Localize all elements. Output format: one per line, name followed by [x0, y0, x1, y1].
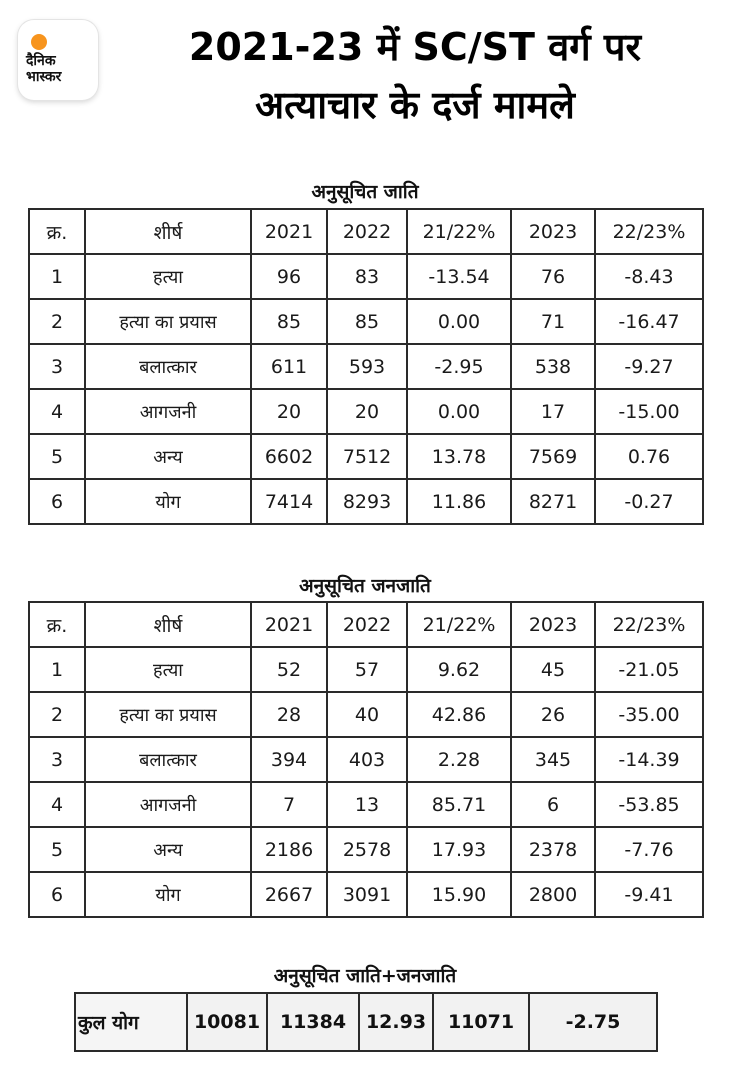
- table-cell: 6: [511, 782, 595, 827]
- table-cell: 83: [327, 254, 407, 299]
- table-cell: -8.43: [595, 254, 703, 299]
- table-row: [29, 692, 703, 737]
- table-cell: 8271: [511, 479, 595, 524]
- st-table: [28, 601, 704, 918]
- table-cell: 7569: [511, 434, 595, 479]
- table-cell: 0.00: [407, 389, 511, 434]
- table-cell: 5: [29, 434, 85, 479]
- table-cell: -53.85: [595, 782, 703, 827]
- table-row: [29, 254, 703, 299]
- table-cell: 13: [327, 782, 407, 827]
- table-cell: 538: [511, 344, 595, 389]
- sun-icon: [31, 34, 47, 50]
- table-cell: 394: [251, 737, 327, 782]
- table-row: [29, 647, 703, 692]
- table-header-row: [29, 209, 703, 254]
- header: [0, 0, 730, 165]
- sc-table: [28, 208, 704, 525]
- table-cell: 71: [511, 299, 595, 344]
- row-title-cell: बलात्कार: [85, 737, 251, 782]
- table-cell: 26: [511, 692, 595, 737]
- table-cell: 2: [29, 299, 85, 344]
- table-cell: 0.76: [595, 434, 703, 479]
- table-cell: 3: [29, 344, 85, 389]
- table-cell: 2667: [251, 872, 327, 917]
- table-cell: 593: [327, 344, 407, 389]
- table-cell: 9.62: [407, 647, 511, 692]
- logo-text: दैनिक भास्कर: [26, 53, 62, 85]
- table-cell: 40: [327, 692, 407, 737]
- table-cell: 20: [251, 389, 327, 434]
- table-cell: 8293: [327, 479, 407, 524]
- row-title-cell: हत्या: [85, 647, 251, 692]
- table-cell: 7512: [327, 434, 407, 479]
- table-cell: 1: [29, 254, 85, 299]
- column-header: 2021: [251, 209, 327, 254]
- column-header: 2021: [251, 602, 327, 647]
- table-cell: 3: [29, 737, 85, 782]
- table-cell: -9.27: [595, 344, 703, 389]
- table-cell: 7: [251, 782, 327, 827]
- title-line-1: 2021-23 में SC/ST वर्ग पर: [188, 25, 642, 69]
- table-cell: 20: [327, 389, 407, 434]
- table-cell: 6602: [251, 434, 327, 479]
- table-cell: 11.86: [407, 479, 511, 524]
- table-cell: -35.00: [595, 692, 703, 737]
- table-cell: 3091: [327, 872, 407, 917]
- table-header-row: [29, 602, 703, 647]
- column-header: शीर्ष: [85, 209, 251, 254]
- table-cell: 13.78: [407, 434, 511, 479]
- table-cell: -2.95: [407, 344, 511, 389]
- dainik-bhaskar-logo: [18, 20, 98, 100]
- table-row: [29, 827, 703, 872]
- table-cell: 96: [251, 254, 327, 299]
- total-table: [74, 992, 658, 1052]
- total-label-cell: कुल योग: [75, 993, 187, 1051]
- total-value-cell: 11384: [267, 993, 359, 1051]
- column-header: 2022: [327, 209, 407, 254]
- table-cell: 15.90: [407, 872, 511, 917]
- table-cell: 6: [29, 479, 85, 524]
- table-cell: 2186: [251, 827, 327, 872]
- page-title: [110, 18, 720, 134]
- column-header: 2023: [511, 209, 595, 254]
- column-header: 21/22%: [407, 209, 511, 254]
- total-row: [75, 993, 657, 1051]
- column-header: 21/22%: [407, 602, 511, 647]
- column-header: शीर्ष: [85, 602, 251, 647]
- table-cell: 7414: [251, 479, 327, 524]
- table-cell: 2: [29, 692, 85, 737]
- table-cell: -7.76: [595, 827, 703, 872]
- table-cell: 4: [29, 782, 85, 827]
- table-cell: 76: [511, 254, 595, 299]
- row-title-cell: योग: [85, 872, 251, 917]
- column-header: 22/23%: [595, 602, 703, 647]
- table-cell: -9.41: [595, 872, 703, 917]
- table-cell: -13.54: [407, 254, 511, 299]
- total-value-cell: 10081: [187, 993, 267, 1051]
- table-cell: 2378: [511, 827, 595, 872]
- table-cell: 403: [327, 737, 407, 782]
- row-title-cell: आगजनी: [85, 389, 251, 434]
- table-cell: 85: [251, 299, 327, 344]
- table-cell: 57: [327, 647, 407, 692]
- table-cell: 5: [29, 827, 85, 872]
- table-cell: -15.00: [595, 389, 703, 434]
- total-value-cell: 12.93: [359, 993, 433, 1051]
- column-header: क्र.: [29, 209, 85, 254]
- row-title-cell: हत्या: [85, 254, 251, 299]
- table-cell: 2578: [327, 827, 407, 872]
- table-row: [29, 344, 703, 389]
- table-cell: 52: [251, 647, 327, 692]
- table-cell: 4: [29, 389, 85, 434]
- row-title-cell: अन्य: [85, 827, 251, 872]
- row-title-cell: योग: [85, 479, 251, 524]
- table-cell: 6: [29, 872, 85, 917]
- table-cell: 345: [511, 737, 595, 782]
- total-value-cell: -2.75: [529, 993, 657, 1051]
- column-header: 2022: [327, 602, 407, 647]
- table-row: [29, 872, 703, 917]
- total-table-caption: अनुसूचित जाति+जनजाति: [273, 965, 457, 987]
- row-title-cell: आगजनी: [85, 782, 251, 827]
- total-value-cell: 11071: [433, 993, 529, 1051]
- row-title-cell: बलात्कार: [85, 344, 251, 389]
- column-header: 22/23%: [595, 209, 703, 254]
- table-cell: 17.93: [407, 827, 511, 872]
- row-title-cell: हत्या का प्रयास: [85, 299, 251, 344]
- table-cell: -0.27: [595, 479, 703, 524]
- table-row: [29, 782, 703, 827]
- sc-table-caption: अनुसूचित जाति: [311, 181, 419, 203]
- table-row: [29, 434, 703, 479]
- table-cell: 85.71: [407, 782, 511, 827]
- table-cell: 2800: [511, 872, 595, 917]
- column-header: 2023: [511, 602, 595, 647]
- title-line-2: अत्याचार के दर्ज मामले: [255, 83, 575, 127]
- table-cell: -21.05: [595, 647, 703, 692]
- table-cell: 85: [327, 299, 407, 344]
- table-row: [29, 479, 703, 524]
- row-title-cell: हत्या का प्रयास: [85, 692, 251, 737]
- table-row: [29, 389, 703, 434]
- table-cell: -16.47: [595, 299, 703, 344]
- table-cell: 42.86: [407, 692, 511, 737]
- table-cell: 611: [251, 344, 327, 389]
- table-row: [29, 737, 703, 782]
- table-cell: 0.00: [407, 299, 511, 344]
- row-title-cell: अन्य: [85, 434, 251, 479]
- column-header: क्र.: [29, 602, 85, 647]
- table-cell: 17: [511, 389, 595, 434]
- table-cell: 2.28: [407, 737, 511, 782]
- st-table-caption: अनुसूचित जनजाति: [299, 575, 431, 597]
- table-cell: 45: [511, 647, 595, 692]
- table-cell: -14.39: [595, 737, 703, 782]
- table-cell: 1: [29, 647, 85, 692]
- table-row: [29, 299, 703, 344]
- table-cell: 28: [251, 692, 327, 737]
